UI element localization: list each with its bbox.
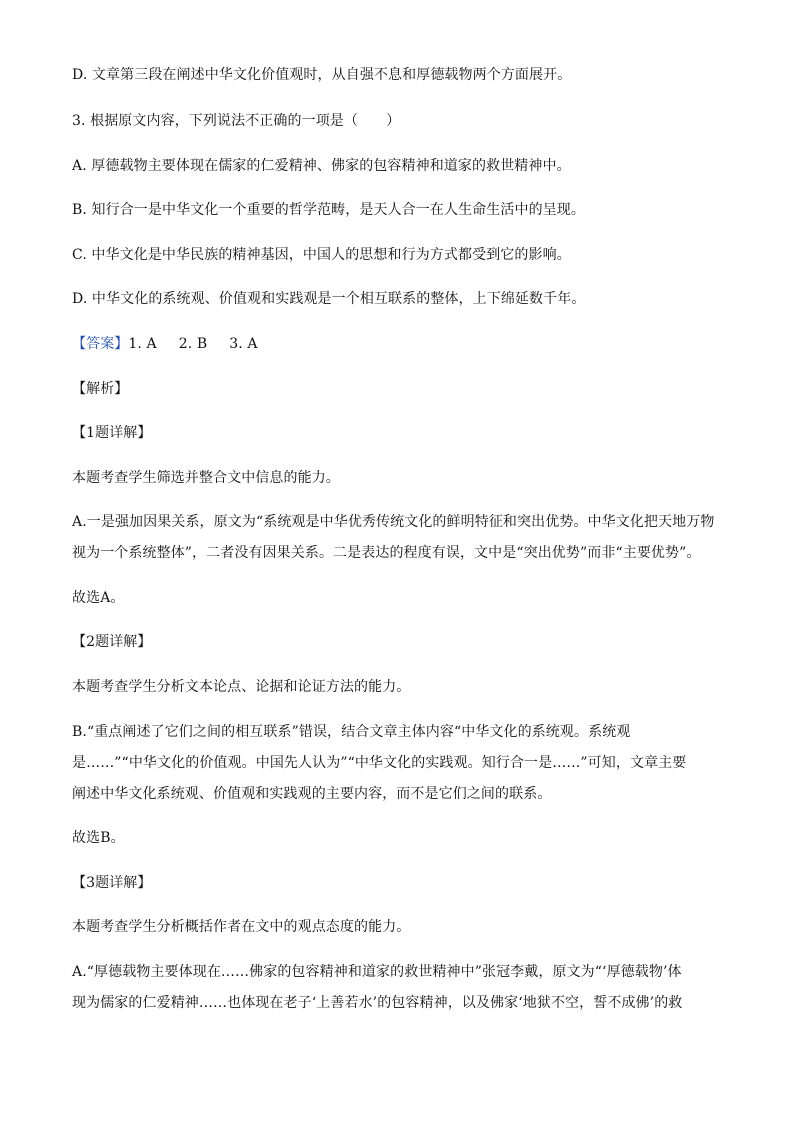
option-c-q3: C. 中华文化是中华民族的精神基因，中国人的思想和行为方式都受到它的影响。 — [72, 247, 571, 263]
q2-detail-heading: 【2题详解】 — [72, 634, 152, 650]
q3-explanation-line-1: A.“厚德载物主要体现在……佛家的包容精神和道家的救世精神中”张冠李戴，原文为“‘厚德载物’体 — [72, 964, 682, 980]
q3-explanation-line-2: 现为儒家的仁爱精神……也体现在老子‘上善若水’的包容精神，以及佛家‘地狱不空，誓不成佛’的救 — [72, 995, 683, 1011]
option-d-q3: D. 中华文化的系统观、价值观和实践观是一个相互联系的整体，上下绵延数千年。 — [72, 291, 586, 307]
answer-item-3: 3. A — [229, 336, 258, 352]
answer-item-1: 1. A — [128, 336, 157, 352]
answer-tag: 【答案】 — [72, 336, 129, 352]
q2-explanation-line-3: 阐述中华文化系统观、价值观和实践观的主要内容，而不是它们之间的联系。 — [72, 786, 552, 802]
q2-explanation-line-1: B.“重点阐述了它们之间的相互联系”错误，结合文章主体内容“中华文化的系统观。系统观 — [72, 724, 631, 740]
option-b-q3: B. 知行合一是中华文化一个重要的哲学范畴，是天人合一在人生命生活中的呈现。 — [72, 202, 585, 218]
q3-ability-text: 本题考查学生分析概括作者在文中的观点态度的能力。 — [72, 919, 411, 935]
q1-explanation-line-2: 视为一个系统整体”，二者没有因果关系。二是表达的程度有误，文中是“突出优势”而非“主要优势”。 — [72, 545, 701, 561]
answer-line — [72, 336, 724, 352]
q2-ability-text: 本题考查学生分析文本论点、论据和论证方法的能力。 — [72, 679, 411, 695]
option-d-q2: D. 文章第三段在阐述中华文化价值观时，从自强不息和厚德载物两个方面展开。 — [72, 67, 572, 83]
q3-detail-heading: 【3题详解】 — [72, 875, 152, 891]
question-3: 3. 根据原文内容，下列说法不正确的一项是（ ） — [72, 113, 401, 129]
analysis-heading: 【解析】 — [72, 381, 129, 397]
option-a-q3: A. 厚德载物主要体现在儒家的仁爱精神、佛家的包容精神和道家的救世精神中。 — [72, 158, 571, 174]
q2-choice: 故选B。 — [72, 830, 125, 846]
q1-detail-heading: 【1题详解】 — [72, 425, 152, 441]
answer-item-2: 2. B — [178, 336, 208, 352]
q1-ability-text: 本题考查学生筛选并整合文中信息的能力。 — [72, 470, 340, 486]
q2-explanation-line-2: 是……”“中华文化的价值观。中国先人认为”“中华文化的实践观。知行合一是……”可知，文章主要 — [72, 755, 687, 771]
q1-choice: 故选A。 — [72, 590, 125, 606]
q1-explanation-line-1: A.一是强加因果关系，原文为“系统观是中华优秀传统文化的鲜明特征和突出优势。中华文化把天地万物 — [72, 514, 715, 530]
